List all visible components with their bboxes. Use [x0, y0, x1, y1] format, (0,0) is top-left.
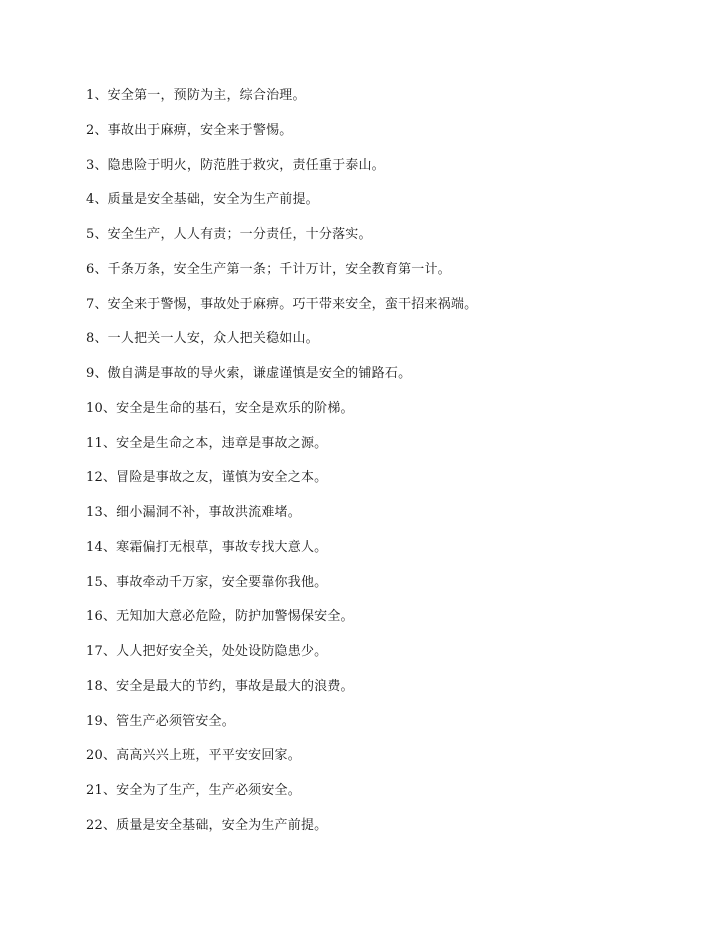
list-item: 1、安全第一，预防为主，综合治理。 [86, 88, 306, 103]
list-item: 8、一人把关一人安，众人把关稳如山。 [86, 331, 319, 347]
list-item: 7、安全来于警惕，事故处于麻痹。巧干带来安全，蛮干招来祸端。 [86, 296, 478, 312]
list-item: 20、高高兴兴上班，平平安安回家。 [86, 748, 301, 764]
list-item: 17、人人把好安全关，处处设防隐患少。 [86, 644, 328, 659]
list-item: 9、傲自满是事故的导火索，谦虚谨慎是安全的铺路石。 [86, 366, 412, 381]
list-item: 5、安全生产，人人有责；一分责任，十分落实。 [86, 227, 372, 242]
list-item: 3、隐患险于明火，防范胜于救灾，责任重于泰山。 [86, 157, 385, 173]
list-item: 16、无知加大意必危险，防护加警惕保安全。 [86, 609, 354, 625]
list-item: 11、安全是生命之本，违章是事故之源。 [86, 435, 328, 451]
list-item: 13、细小漏洞不补，事故洪流难堵。 [86, 505, 301, 520]
list-item: 6、千条万条，安全生产第一条；千计万计，安全教育第一计。 [86, 261, 451, 277]
list-item: 21、安全为了生产，生产必须安全。 [86, 783, 301, 798]
list-item: 4、质量是安全基础，安全为生产前提。 [86, 192, 319, 208]
list-item: 19、管生产必须管安全。 [86, 713, 235, 729]
list-item: 22、质量是安全基础，安全为生产前提。 [86, 817, 328, 833]
list-item: 14、寒霜偏打无根草，事故专找大意人。 [86, 539, 328, 555]
list-item: 12、冒险是事故之友，谨慎为安全之本。 [86, 470, 328, 486]
slogan-list [86, 84, 686, 849]
list-item: 2、事故出于麻痹，安全来于警惕。 [86, 122, 293, 138]
list-item: 15、事故牵动千万家，安全要靠你我他。 [86, 574, 328, 590]
list-item: 10、安全是生命的基石，安全是欢乐的阶梯。 [86, 400, 354, 416]
list-item: 18、安全是最大的节约，事故是最大的浪费。 [86, 678, 354, 694]
